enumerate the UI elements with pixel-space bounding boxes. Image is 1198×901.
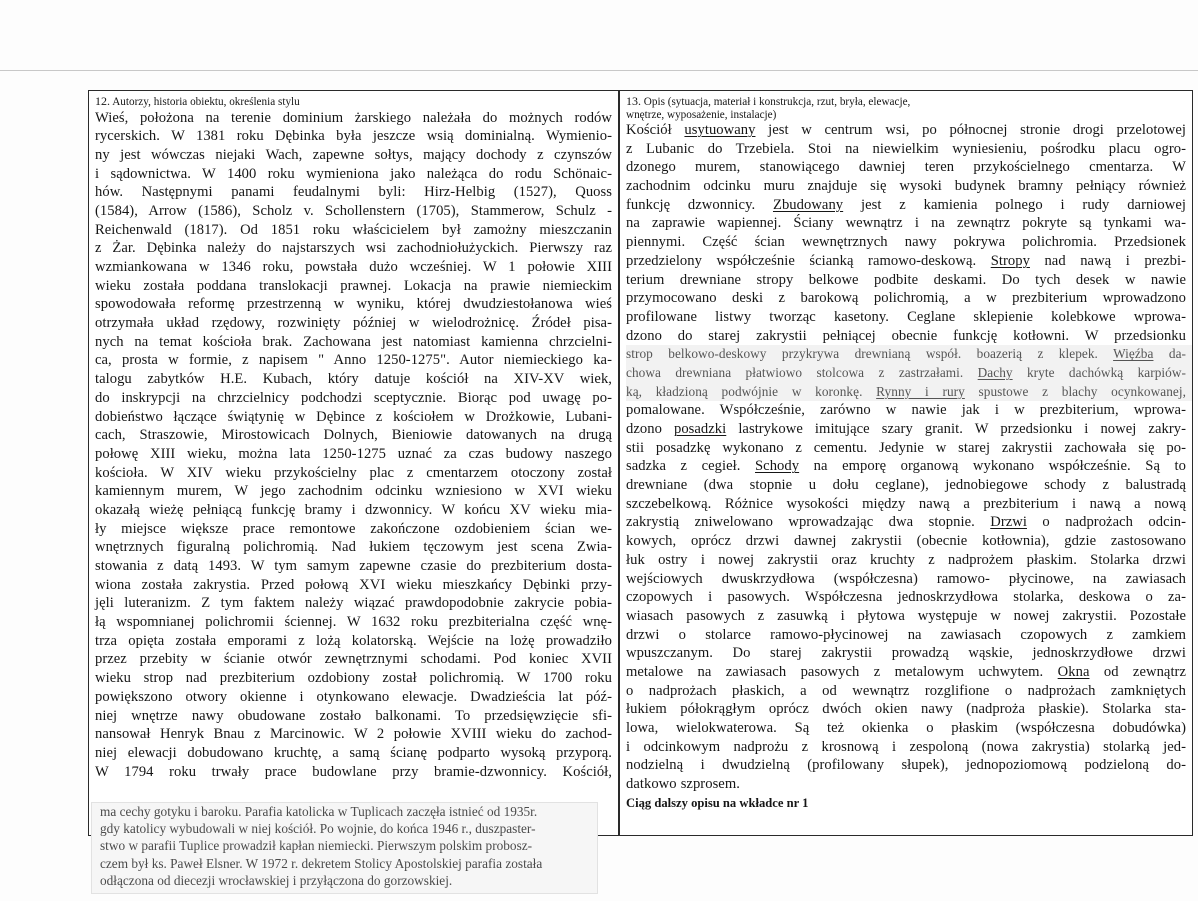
history-section-header xyxy=(89,91,618,109)
text-line: drzwi o stolarce ramowo-płycinowej na zawiasach czopowych z zamkiem xyxy=(626,626,1186,643)
text-line: profilowane listwy tworząc kasetony. Ceglane sklepienie kolebkowe wprowa- xyxy=(626,308,1186,325)
text-line: dobieństwo łączące świątynię w Dębince z kościołem w Drożkowie, Lubani- xyxy=(95,408,612,425)
underlined-term: Dachy xyxy=(977,364,1013,380)
underlined-term: Więźba xyxy=(1113,346,1154,362)
pasted-text-line: ma cechy gotyku i baroku. Parafia katolicka w Tuplicach zaczęła istnieć od 1935r. xyxy=(100,804,538,819)
text-line: terium drewniane stropy belkowe podbite deskami. Do tych desek w nawie xyxy=(626,271,1186,288)
underlined-term: posadzki xyxy=(673,421,727,437)
text-line: wzmiankowana w 1346 roku, powstała dużo wcześniej. W 1 połowie XIII xyxy=(95,259,612,275)
text-line: i sądownictwa. W 1400 roku wymieniona jako należąca do rodu Schönaic- xyxy=(95,165,612,182)
underlined-term: usytuowany xyxy=(684,122,756,138)
text-line: wieku została poddana translokacji prawnej. Lokacja na prawie niemieckim xyxy=(95,277,612,294)
text-line: z Lubanic do Trzebiela. Stoi na niewielkim wyniesieniu, pośrodku placu ogro- xyxy=(626,140,1186,157)
text-line: nodzielną i dwudzielną (profilowany słupek), jednopoziomową podzieloną do- xyxy=(626,757,1186,774)
text-line: Reichenwald (1817). Od 1851 roku właścicielem był zamożny mieszczanin xyxy=(95,221,612,238)
text-line: metalowe na zawiasach pasowych z metalowym uchwytem. Okna od zewnątrz xyxy=(626,663,1186,680)
underlined-term: Drzwi xyxy=(990,514,1027,531)
text-line: zachodnim odcinku muru znajduje się wysoki budynek bramny pełniący również xyxy=(626,178,1186,195)
text-line: (1584), Arrow (1586), Scholz v. Schollenstern (1705), Stammerow, Schulz - xyxy=(95,202,612,219)
underlined-term: Zbudowany xyxy=(772,196,844,213)
text-line: ły miejsce większe prace remontowe zakończone ozdobieniem ścian we- xyxy=(95,520,612,537)
text-line: drewniane (dwa stopnie u dołu ceglane), jednobiegowe schody z balustradą xyxy=(626,477,1186,494)
text-line: W 1794 roku trwały prace budowlane przy bramie-dzwonnicy. Kościół, xyxy=(95,763,612,780)
text-line: połowę XIII wieku, można lata 1250-1275 uznać za czas budowy naszego xyxy=(95,445,612,462)
text-line: Kościół usytuowany jest w centrum wsi, po północnej stronie drogi przelotowej xyxy=(626,122,1186,138)
pasted-text-line: czem był ks. Paweł Elsner. W 1972 r. dekretem Stolicy Apostolskiej parafia została xyxy=(100,855,543,871)
text-line: niej elewacji dobudowano kruchtę, a samą ścianę podparto wysoką przyporą. xyxy=(95,744,612,761)
text-line: dzono do starej zakrystii pełniącej obecnie funkcję kotłowni. W przedsionku xyxy=(626,327,1186,344)
text-line: dzonego murem, stanowiącego dawniej teren przykościelnego cmentarza. W xyxy=(626,159,1186,176)
text-line: o nadprożach płaskich, a od wewnątrz rozglifione o nadprożach zamkniętych xyxy=(626,682,1186,699)
text-line: datkowo szprosem. xyxy=(626,776,740,793)
continuation-note: Ciąg dalszy opisu na wkładce nr 1 xyxy=(626,795,809,810)
text-line: strop belkowo-deskowy przykrywa drewnianą współ. boazerią z klepek. Więźba da- xyxy=(626,345,1192,364)
text-line: talogu zabytków H.E. Kubach, który datuje kościół na XIV-XV wiek, xyxy=(95,371,612,388)
text-line: przedzielony współcześnie ścianką ramowo-deskową. Stropy nad nawą i prezbi- xyxy=(626,252,1186,269)
text-line: sadzka z cegieł. Schody na emporę organową wykonano współcześnie. Są to xyxy=(626,458,1186,475)
text-line: wiona została zakrystia. Przed połową XVI wieku mieszkańcy Dębinki przy- xyxy=(95,576,612,593)
text-line: przez przebity w ścianie otwór zewnętrznymi schodami. Pod koniec XVII xyxy=(95,651,612,668)
text-line: chowa drewniana płatwiowo stolcowa z zastrzałami. Dachy kryte dachówką karpiów- xyxy=(626,364,1192,383)
text-line: funkcję dzwonnicy. Zbudowany jest z kamienia polnego i rudy darniowej xyxy=(626,196,1186,213)
text-line: wiasach pasowych z zasuwką i płytowa występuje w nowej zakrystii. Pozostałe xyxy=(626,607,1186,624)
section-title: Autorzy, historia obiektu, określenia stylu xyxy=(112,96,300,108)
text-line: ny jest wówczas niejaki Wach, zapewne sołtys, mający dochody z czynszów xyxy=(95,146,612,163)
text-line: wnętrznych figuralną polichromią. Nad łukiem tęczowym jest scena Zwia- xyxy=(95,539,612,556)
text-line: otrzymała układ rzędowy, rozwinięty później w wielodrożnicę. Źródeł pisa- xyxy=(95,315,612,332)
text-line: pomalowane. Współcześnie, zarówno w nawie jak i w prezbiterium, wprowa- xyxy=(626,402,1186,419)
text-line: stowania z datą 1493. W tym samym zapewne czasie do prezbiterium dosta- xyxy=(95,558,612,574)
text-line: stii posadzkę wykonano z cementu. Jedynie w starej zakrystii zachowała się po- xyxy=(626,439,1186,456)
text-line: wieku strop nad prezbiterium ozdobiony został polichromią. W 1700 roku xyxy=(95,670,612,687)
text-line: spowodowała reformę przestrzenną w wyniku, której dwudziestołanowa wieś xyxy=(95,296,612,313)
text-line: powiększono otwory okienne i otynkowano elewacje. Dwadzieścia lat póź- xyxy=(95,688,612,705)
pasted-note xyxy=(92,803,597,893)
history-section xyxy=(88,90,619,836)
text-line: Wieś, położona na terenie dominium żarskiego należała do możnych rodów xyxy=(95,109,612,126)
section-title-line-1: 13. Opis (sytuacja, materiał i konstrukcja, rzut, bryła, elewacje, xyxy=(626,94,911,108)
underlined-term: Schody xyxy=(755,458,800,475)
text-line: wejściowych dwuskrzydłowa (współczesna) ramowo- płycinowe, na zawiasach xyxy=(626,570,1186,587)
text-line: kamiennym murem, W jego zachodnim odcinku wzniesiono w XVI wieku xyxy=(95,483,612,500)
text-line: rycerskich. W 1381 roku Dębinka była jeszcze wsią dominialną. Wymienio- xyxy=(95,128,612,145)
text-line: wpuszczanym. Do starej zakrystii prowadzą wąskie, jednoskrzydłowe drzwi xyxy=(626,645,1186,662)
pasted-text-line: gdy katolicy wybudowali w niej kościół. Po wojnie, do końca 1946 r., duszpaster- xyxy=(100,821,536,837)
text-line: kościoła. W XIV wieku przykościelny plac z cmentarzem otoczony został xyxy=(95,464,612,481)
section-title-line-2: wnętrze, wyposażenie, instalacje) xyxy=(626,108,777,121)
text-line: czopowych i pasowych. Współczesna jednoskrzydłowa stolarka, deskowa o za- xyxy=(626,589,1186,606)
underlined-term: Rynny i rury xyxy=(876,383,965,399)
scan-edge-line xyxy=(0,70,1198,71)
text-line: okazałą wieżę pełniącą funkcję bramy i dzwonnicy. W końcu XV wieku mia- xyxy=(95,501,612,518)
text-line: do inskrypcji na chrzcielnicy podchodzi sceptycznie. Biorąc pod uwagę po- xyxy=(95,389,612,406)
text-line: niej wnętrze nawy obudowane zostało balkonami. To przedsięwzięcie sfi- xyxy=(95,707,612,724)
text-line: z Żar. Dębinka należy do najstarszych wsi zachodniołużyckich. Pierwszy raz xyxy=(95,240,612,257)
text-line: ca, prosta w formie, z napisem " Anno 1250-1275". Autor niemieckiego ka- xyxy=(95,352,612,369)
text-line: nych na temat kościoła brak. Zachowana jest natomiast kamienna chrzcielni- xyxy=(95,333,612,350)
text-line: szczebelkową. Różnice wysokości między nawą a prezbiterium i nawą a nową xyxy=(626,495,1186,512)
text-line: dzono posadzki lastrykowe imitujące szary granit. W przedsionku i nowej zakry- xyxy=(626,421,1186,437)
text-line: jęli luteranizm. Z tym faktem należy wiązać prawdopodobnie zakrycie pobia- xyxy=(95,595,612,612)
text-line: przymocowano deski z barokową polichromią, a w prezbiterium wprowadzono xyxy=(626,290,1186,307)
text-line: łukiem półokrągłym oprócz dwóch okien nawy (nadproża płaskie). Stolarka sta- xyxy=(626,701,1186,718)
underlined-term: Stropy xyxy=(990,252,1030,269)
history-text xyxy=(89,109,618,782)
text-line: łą wspomnianej polichromii ściennej. W 1632 roku prezbiterialna część wnę- xyxy=(95,614,612,631)
text-line: nansował Henryk Bnau z Marcinowic. W 2 połowie XVIII wieku do zachod- xyxy=(95,726,612,743)
underlined-term: Okna xyxy=(1057,663,1090,680)
text-line: trza opięta została emporami z lożą kolatorską. Wejście na lożę prowadziło xyxy=(95,632,612,649)
description-section xyxy=(619,90,1193,836)
pasted-text-line: odłączona od diecezji wrocławskiej i przyłączona do gorzowskiej. xyxy=(100,872,453,888)
text-line: zakrystią zniwelowano wprowadzając dwa stopnie. Drzwi o nadprożach odcin- xyxy=(626,514,1186,531)
text-line: ką, kładzioną podwójnie w koronkę. Rynny i rury spustowe z blachy ocynkowanej, xyxy=(626,383,1192,402)
text-line: hów. Następnymi panami feudalnymi byli: Hirz-Helbig (1527), Quoss xyxy=(95,184,612,201)
text-line: na zaprawie wapiennej. Ściany wewnątrz i na zewnątrz pokryte są tynkami wa- xyxy=(626,215,1186,232)
text-line: łuk ostry i nowej zakrystii oraz kruchty z nadprożem płaskim. Stolarka drzwi xyxy=(626,551,1186,568)
pasted-text-line: stwo w parafii Tuplice prowadził kapłan niemiecki. Pierwszym polskim probosz- xyxy=(100,838,533,854)
text-line: cach, Straszowie, Mirostowicach Dolnych, Bieniowie datowanych na drugą xyxy=(95,427,612,444)
text-line: kowych, oprócz drzwi dawnej zakrystii (obecnie kotłownia), gdzie zastosowano xyxy=(626,533,1186,550)
text-line: lowa, wielokwaterowa. Są też okienka o płaskim (współczesna dobudówka) xyxy=(626,720,1186,736)
description-section-header xyxy=(620,91,1192,121)
description-text xyxy=(620,121,1192,794)
text-line: piennymi. Część ścian wewnętrznych nawy pokrywa polichromia. Przedsionek xyxy=(626,234,1186,251)
section-number: 12. xyxy=(95,94,110,108)
text-line: i odcinkowym nadprożu z krosnową i zespoloną (nowa zakrystia) stolarką jed- xyxy=(626,738,1186,755)
